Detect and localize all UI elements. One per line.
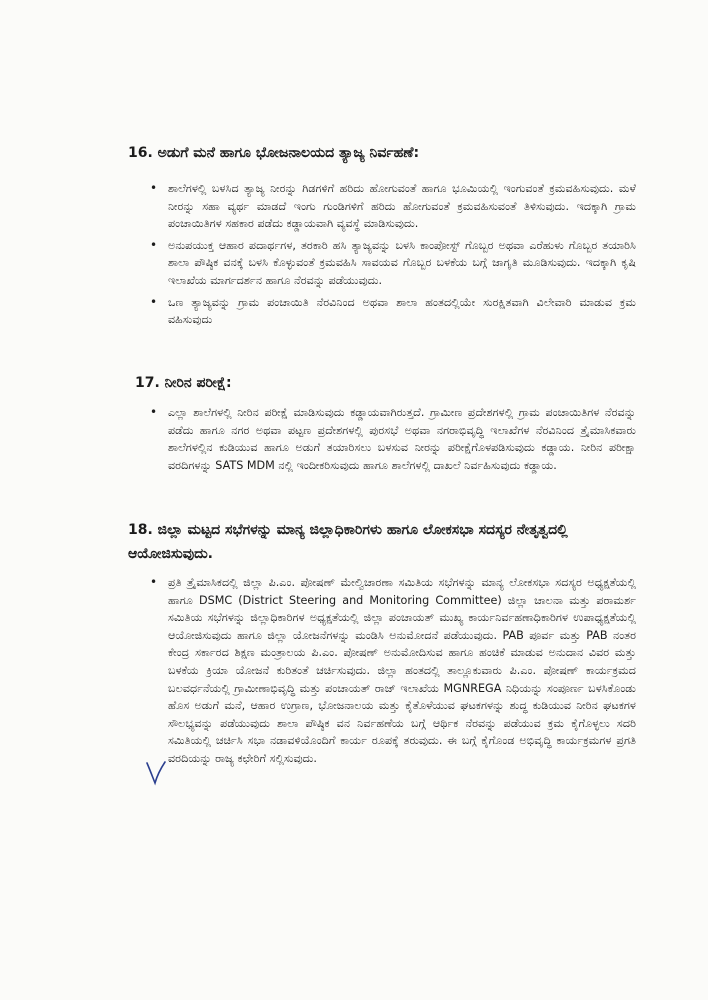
section-18-list [168,574,636,772]
list-item: • ಶಾಲೆಗಳಲ್ಲಿ ಬಳಸಿದ ತ್ಯಾಜ್ಯ ನೀರನ್ನು ಗಿಡಗಳಿಗೆ ಹರಿದು ಹೋಗುವಂತೆ ಹಾಗೂ ಭೂಮಿಯಲ್ಲಿ ಇಂಗುವಂತೆ ಕ್ರಮವಹಿಸುವುದು. ಮಳೆ ನೀರನ್ನು ಸಹಾ ವ್ಯರ್ಥ ಮಾಡದೆ ಇಂಗು ಗುಂಡಿಗಳಿಗೆ ಹರಿದು ಹೋಗುವಂತೆ ಕ್ರಮವಹಿಸುವಂತೆ ತಿಳಿಸುವುದು. ಇದಕ್ಕಾಗಿ ಗ್ರಾಮ ಪಂಚಾಯಿತಿಗಳ ಸಹಕಾರ ಪಡೆದು ಕಡ್ಡಾಯವಾಗಿ ವ್ಯವಸ್ಥೆ ಮಾಡಿಸುವುದು. [168,180,636,233]
list-item: • ಎಲ್ಲಾ ಶಾಲೆಗಳಲ್ಲಿ ನೀರಿನ ಪರೀಕ್ಷೆ ಮಾಡಿಸುವುದು ಕಡ್ಡಾಯವಾಗಿರುತ್ತದೆ. ಗ್ರಾಮೀಣ ಪ್ರದೇಶಗಳಲ್ಲಿ ಗ್ರಾಮ ಪಂಚಾಯಿತಿಗಳ ನೆರವನ್ನು ಪಡೆದು ಹಾಗೂ ನಗರ ಅಥವಾ ಪಟ್ಟಣ ಪ್ರದೇಶಗಳಲ್ಲಿ ಪುರಸಭೆ ಅಥವಾ ನಗರಾಭಿವೃದ್ಧಿ ಇಲಾಖೆಗಳ ನೆರವಿನಿಂದ ತ್ರೈಮಾಸಿಕವಾರು ಶಾಲೆಗಳಲ್ಲಿನ ಕುಡಿಯುವ ಹಾಗೂ ಅಡುಗೆ ತಯಾರಿಸಲು ಬಳಸುವ ನೀರನ್ನು ಪರೀಕ್ಷೆಗೊಳಪಡಿಸುವುದು ಕಡ್ಡಾಯ. ನೀರಿನ ಪರೀಕ್ಷಾ ವರದಿಗಳನ್ನು SATS MDM ನಲ್ಲಿ ಇಂದೀಕರಿಸುವುದು ಹಾಗೂ ಶಾಲೆಗಳಲ್ಲಿ ದಾಖಲೆ ನಿರ್ವಹಿಸುವುದು ಕಡ್ಡಾಯ. [168,404,636,474]
list-item: • ಅನುಪಯುಕ್ತ ಆಹಾರ ಪದಾರ್ಥಗಳ, ತರಕಾರಿ ಹಸಿ ತ್ಯಾಜ್ಯವನ್ನು ಬಳಸಿ ಕಾಂಪೋಸ್ಟ್ ಗೊಬ್ಬರ ಅಥವಾ ಎರೆಹುಳು ಗೊಬ್ಬರ ತಯಾರಿಸಿ ಶಾಲಾ ಪೌಷ್ಠಿಕ ವನಕ್ಕೆ ಬಳಸಿ ಕೊಳ್ಳುವಂತೆ ಕ್ರಮವಹಿಸಿ ಸಾವಯವ ಗೊಬ್ಬರ ಬಳಕೆಯ ಬಗ್ಗೆ ಜಾಗೃತಿ ಮೂಡಿಸುವುದು. ಇದಕ್ಕಾಗಿ ಕೃಷಿ ಇಲಾಖೆಯ ಮಾರ್ಗದರ್ಶನ ಹಾಗೂ ನೆರವನ್ನು ಪಡೆಯುವುದು. [168,237,636,290]
section-17-heading: 17. ನೀರಿನ ಪರೀಕ್ಷೆ: [135,375,232,391]
list-item: • ಪ್ರತಿ ತ್ರೈಮಾಸಿಕದಲ್ಲಿ ಜಿಲ್ಲಾ ಪಿ.ಎಂ. ಪೋಷಣ್ ಮೇಲ್ವಿಚಾರಣಾ ಸಮಿತಿಯ ಸಭೆಗಳನ್ನು ಮಾನ್ಯ ಲೋಕಸಭಾ ಸದಸ್ಯರ ಅಧ್ಯಕ್ಷತೆಯಲ್ಲಿ ಹಾಗೂ DSMC (District Steering and Monitoring Committee) ಜಿಲ್ಲಾ ಚಾಲನಾ ಮತ್ತು ಪರಾಮರ್ಶ ಸಮಿತಿಯ ಸಭೆಗಳನ್ನು ಜಿಲ್ಲಾಧಿಕಾರಿಗಳ ಅಧ್ಯಕ್ಷತೆಯಲ್ಲಿ ಜಿಲ್ಲಾ ಪಂಚಾಯತ್ ಮುಖ್ಯ ಕಾರ್ಯನಿರ್ವಹಣಾಧಿಕಾರಿಗಳ ಉಪಾಧ್ಯಕ್ಷತೆಯಲ್ಲಿ ಆಯೋಜಿಸುವುದು ಹಾಗೂ ಜಿಲ್ಲಾ ಯೋಜನೆಗಳನ್ನು ಮಂಡಿಸಿ ಅನುಮೋದನೆ ಪಡೆಯುವುದು. PAB ಪೂರ್ವ ಮತ್ತು PAB ನಂತರ ಕೇಂದ್ರ ಸರ್ಕಾರದ ಶಿಕ್ಷಣ ಮಂತ್ರಾಲಯ ಪಿ.ಎಂ. ಪೋಷಣ್ ಅನುಮೋದಿಸುವ ಹಾಗೂ ಹಂಚಿಕೆ ಮಾಡುವ ಅನುದಾನ ವಿವರ ಮತ್ತು ಬಳಕೆಯ ಕ್ರಿಯಾ ಯೋಜನೆ ಕುರಿತಂತೆ ಚರ್ಚಿಸುವುದು. ಜಿಲ್ಲಾ ಹಂತದಲ್ಲಿ ತಾಲ್ಲೂಕುವಾರು ಪಿ.ಎಂ. ಪೋಷಣ್ ಕಾರ್ಯಕ್ರಮದ ಬಲವರ್ಧನೆಯಲ್ಲಿ ಗ್ರಾಮೀಣಾಭಿವೃದ್ಧಿ ಮತ್ತು ಪಂಚಾಯತ್ ರಾಜ್ ಇಲಾಖೆಯ MGNREGA ನಿಧಿಯನ್ನು ಸಂಪೂರ್ಣ ಬಳಸಿಕೊಂಡು ಹೊಸ ಅಡುಗೆ ಮನೆ, ಆಹಾರ ಉಗ್ರಾಣ, ಭೋಜನಾಲಯ ಮತ್ತು ಕೈತೊಳೆಯುವ ಘಟಕಗಳನ್ನು ಶುದ್ಧ ಕುಡಿಯುವ ನೀರಿನ ಘಟಕಗಳ ಸೌಲಭ್ಯವನ್ನು ಪಡೆಯುವುದು ಶಾಲಾ ಪೌಷ್ಠಿಕ ವನ ನಿರ್ವಹಣೆಯ ಬಗ್ಗೆ ಆರ್ಥಿಕ ನೆರವನ್ನು ಪಡೆಯುವ ಕ್ರಮ ಕೈಗೊಳ್ಳಲು ಸದರಿ ಸಮಿತಿಯಲ್ಲಿ ಚರ್ಚಿಸಿ ಸಭಾ ನಡಾವಳಿಯೊಂದಿಗೆ ಕಾರ್ಯ ರೂಪಕ್ಕೆ ತರುವುದು. ಈ ಬಗ್ಗೆ ಕೈಗೊಂಡ ಅಭಿವೃದ್ಧಿ ಕಾರ್ಯಕ್ರಮಗಳ ಪ್ರಗತಿ ವರದಿಯನ್ನು ರಾಜ್ಯ ಕಛೇರಿಗೆ ಸಲ್ಲಿಸುವುದು. [168,574,636,768]
section-16-heading: 16. ಅಡುಗೆ ಮನೆ ಹಾಗೂ ಭೋಜನಾಲಯದ ತ್ಯಾಜ್ಯ ನಿರ್ವಹಣೆ: [128,145,420,161]
section-18-heading: 18. ಜಿಲ್ಲಾ ಮಟ್ಟದ ಸಭೆಗಳನ್ನು ಮಾನ್ಯ ಜಿಲ್ಲಾಧಿಕಾರಿಗಳು ಹಾಗೂ ಲೋಕಸಭಾ ಸದಸ್ಯರ ನೇತೃತ್ವದಲ್ಲಿ ಆಯೋಜಿಸುವುದು. [128,522,568,562]
section-17-list [168,404,636,478]
handwritten-check-mark [144,760,168,786]
section-16-list [168,180,636,333]
list-item: • ಒಣ ತ್ಯಾಜ್ಯವನ್ನು ಗ್ರಾಮ ಪಂಚಾಯಿತಿ ನೆರವಿನಿಂದ ಅಥವಾ ಶಾಲಾ ಹಂತದಲ್ಲಿಯೇ ಸುರಕ್ಷಿತವಾಗಿ ವಿಲೇವಾರಿ ಮಾಡುವ ಕ್ರಮ ವಹಿಸುವುದು [168,294,636,329]
